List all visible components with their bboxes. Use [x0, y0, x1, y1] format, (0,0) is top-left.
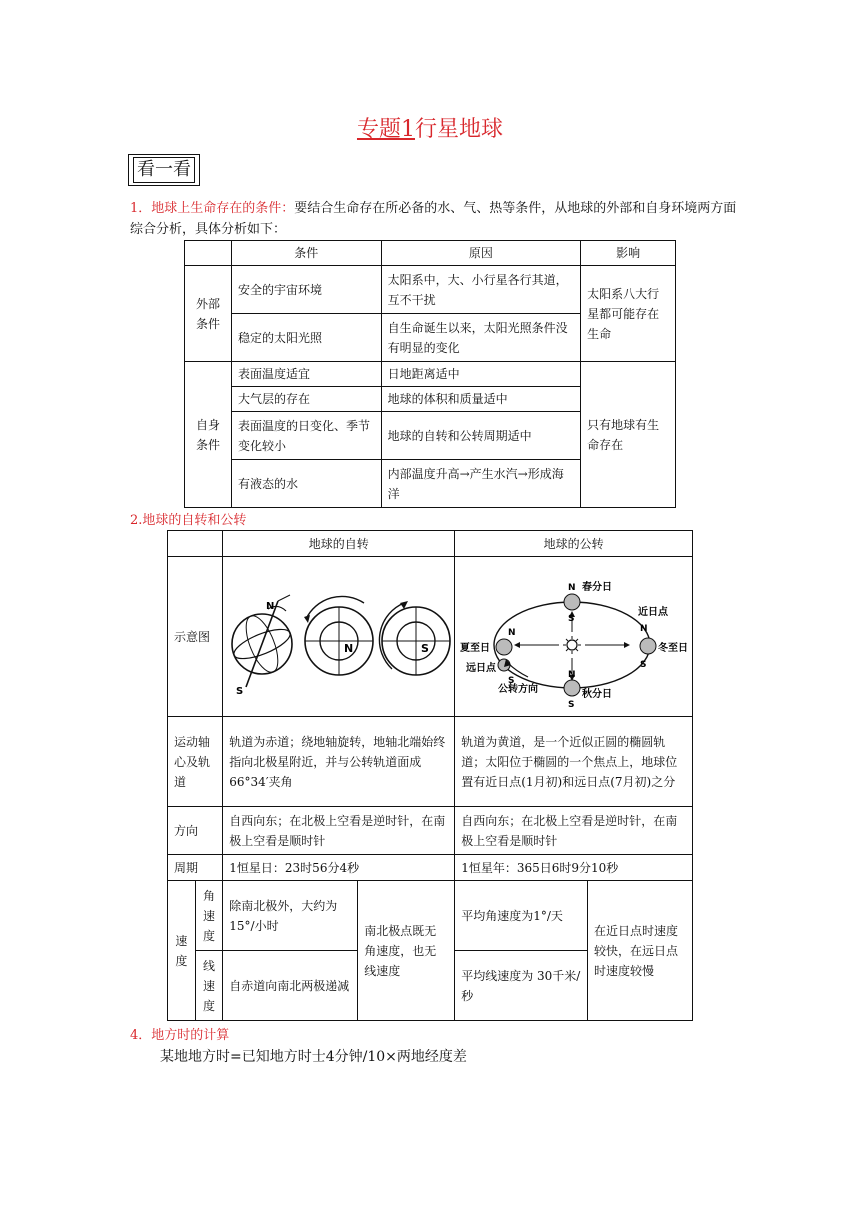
- page-title: [0, 112, 860, 143]
- south-label: S: [567, 613, 575, 624]
- north-pole-view: [304, 596, 373, 675]
- reason-cell: 日地距离适中: [381, 362, 581, 387]
- orbit-direction-label: 公转方向: [497, 683, 538, 695]
- reason-cell: 地球的自转和公转周期适中: [381, 412, 581, 460]
- condition-cell: 表面温度的日变化、季节变化较小: [231, 412, 381, 460]
- north-label: N: [639, 623, 648, 634]
- north-label: N: [507, 627, 516, 638]
- condition-cell: 大气层的存在: [231, 387, 381, 412]
- south-pole-view: [379, 601, 450, 675]
- autumn-equinox-label: 秋分日: [581, 688, 612, 700]
- rotation-linear-cell: 自赤道向南北两极递减: [223, 951, 358, 1021]
- reason-cell: 太阳系中，大、小行星各行其道，互不干扰: [381, 266, 581, 314]
- motion-label: 运动轴心及轨道: [168, 717, 223, 807]
- title-prefix: 专题: [356, 117, 401, 142]
- angular-speed-label: 角速度: [195, 881, 223, 951]
- south-label: S: [639, 659, 647, 670]
- period-rotation-cell: 1恒星日：23时56分4秒: [223, 855, 455, 881]
- summer-solstice-label: 夏至日: [459, 642, 490, 654]
- sun-icon: [563, 636, 581, 654]
- header-blank: [168, 531, 223, 557]
- tilted-globe: [230, 595, 293, 697]
- north-label: N: [343, 641, 353, 655]
- speed-label: 速度: [168, 881, 196, 1021]
- direction-revolution-cell: 自西向东；在北极上空看是逆时针，在南极上空看是顺时针: [455, 807, 693, 855]
- section-1-text: 要结合生命存在所必备的水、气、热等条件，从地球的外部和自身环境两方面综合分析，具体分析如下：: [130, 201, 737, 237]
- inner-conditions-label: 自身条件: [185, 362, 232, 508]
- motion-revolution-cell: 轨道为黄道，是一个近似正圆的椭圆轨道；太阳位于椭圆的一个焦点上，地球位置有近日点(1月初)和远日点(7月初)之分: [455, 717, 693, 807]
- reason-cell: 内部温度升高→产生水汽→形成海洋: [381, 460, 581, 508]
- section-2-heading: 2.地球的自转和公转: [130, 513, 247, 528]
- revolution-linear-cell: 平均线速度为 30千米/秒: [455, 951, 588, 1021]
- life-conditions-table: [184, 240, 676, 508]
- outer-effect-cell: 太阳系八大行星都可能存在生命: [581, 266, 676, 362]
- north-label: N: [567, 582, 576, 593]
- condition-cell: 有液态的水: [231, 460, 381, 508]
- perihelion-label: 近日点: [637, 606, 668, 618]
- revolution-diagram-cell: [455, 557, 693, 717]
- section-1-heading: 1．地球上生命存在的条件：: [130, 201, 295, 216]
- header-effect: 影响: [581, 241, 676, 266]
- motion-rotation-cell: 轨道为赤道；绕地轴旋转，地轴北端始终指向北极星附近，并与公转轨道面成66°34′夹角: [223, 717, 455, 807]
- south-label: S: [420, 641, 429, 655]
- title-main: 行星地球: [415, 117, 504, 142]
- south-label: S: [507, 675, 515, 686]
- header-condition: 条件: [231, 241, 381, 266]
- spring-equinox-label: 春分日: [581, 581, 612, 593]
- section-4-heading: 4．地方时的计算: [130, 1028, 230, 1043]
- direction-label: 方向: [168, 807, 223, 855]
- direction-rotation-cell: 自西向东；在北极上空看是逆时针，在南极上空看是顺时针: [223, 807, 455, 855]
- south-label: S: [567, 699, 575, 709]
- header-blank: [185, 241, 232, 266]
- section-tag-label: 看一看: [133, 157, 195, 183]
- earth-motion-table: [167, 530, 693, 1021]
- revolution-angular-cell: 平均角速度为1°/天: [455, 881, 588, 951]
- header-revolution: 地球的公转: [455, 531, 693, 557]
- local-time-formula: 某地地方时=已知地方时士4分钟/10×两地经度差: [160, 1049, 467, 1065]
- title-number: 1: [401, 117, 415, 142]
- condition-cell: 表面温度适宜: [231, 362, 381, 387]
- inner-effect-cell: 只有地球有生命存在: [581, 362, 676, 508]
- rotation-angular-cell: 除南北极外，大约为15°/小时: [223, 881, 358, 951]
- header-rotation: 地球的自转: [223, 531, 455, 557]
- north-label: N: [567, 669, 576, 680]
- header-reason: 原因: [381, 241, 581, 266]
- outer-conditions-label: 外部条件: [185, 266, 232, 362]
- revolution-diagram: [458, 559, 690, 709]
- reason-cell: 自生命诞生以来，太阳光照条件没有明显的变化: [381, 314, 581, 362]
- south-label: S: [235, 685, 243, 697]
- reason-cell: 地球的体积和质量适中: [381, 387, 581, 412]
- period-label: 周期: [168, 855, 223, 881]
- condition-cell: 安全的宇宙环境: [231, 266, 381, 314]
- north-label: N: [265, 600, 275, 612]
- rotation-diagram-cell: [223, 557, 455, 717]
- winter-solstice-label: 冬至日: [657, 642, 688, 654]
- linear-speed-label: 线速度: [195, 951, 223, 1021]
- diagram-label: 示意图: [168, 557, 223, 717]
- revolution-speed-note-cell: 在近日点时速度较快，在远日点时速度较慢: [588, 881, 693, 1021]
- condition-cell: 稳定的太阳光照: [231, 314, 381, 362]
- rotation-diagram: [224, 559, 454, 709]
- rotation-poles-cell: 南北极点既无角速度，也无线速度: [358, 881, 455, 1021]
- section-tag: [128, 154, 200, 186]
- period-revolution-cell: 1恒星年：365日6时9分10秒: [455, 855, 693, 881]
- aphelion-label: 远日点: [465, 662, 496, 674]
- section-1-paragraph: [130, 198, 740, 240]
